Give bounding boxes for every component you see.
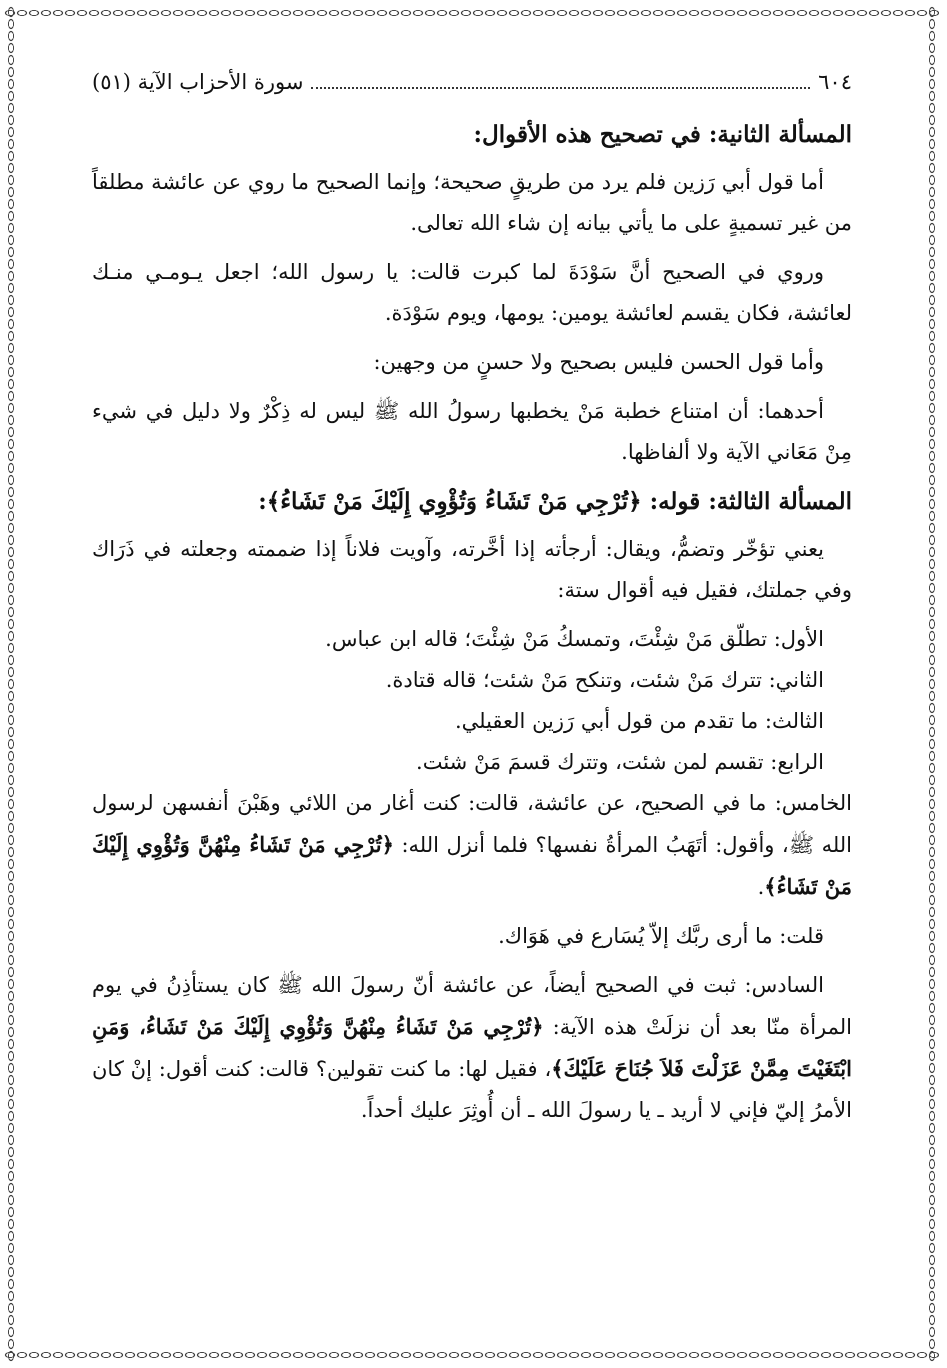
paragraph: يعني تؤخّر وتضمُّ، ويقال: أرجأته إذا أخَّرته، وآويت فلاناً إذا ضممته وجعلته في ذَرَاك وفي جملتك، فقيل فيه أقوال ستة: bbox=[92, 537, 852, 602]
quran-quote: ﴿تُرْجِي مَنْ تَشَاءُ مِنْهُنَّ وَتُؤْوِي إِلَيْكَ مَنْ تَشَاءُ، وَمَنِ ابْتَغَيْتَ مِمَّنْ عَزَلْتَ فَلاَ جُنَاحَ عَلَيْكَ﴾ bbox=[92, 1014, 852, 1081]
border-chain-left bbox=[4, 6, 18, 1362]
quran-quote: ﴿تُرْجِي مَنْ تَشَاءُ مِنْهُنَّ وَتُؤْوِي إِلَيْكَ مَنْ تَشَاءُ﴾ bbox=[92, 832, 852, 899]
paragraph: وروي في الصحيح أنَّ سَوْدَةَ لما كبرت قالت: يا رسول الله؛ اجعل يـومـي منـك لعائشة، فكان يقسم لعائشة يومين: يومها، ويوم سَوْدَة. bbox=[92, 260, 852, 325]
list-item: الثاني: تترك مَنْ شئت، وتنكح مَنْ شئت؛ قاله قتادة. bbox=[385, 668, 824, 692]
header-dot-leader bbox=[311, 87, 810, 89]
header-title: سورة الأحزاب الآية (٥١) bbox=[92, 70, 304, 94]
paragraph: وأما قول الحسن فليس بصحيح ولا حسنٍ من وجهين: bbox=[373, 350, 824, 374]
list-item: الأول: تطلّق مَنْ شِئْتَ، وتمسكُ مَنْ شِئْتَ؛ قاله ابن عباس. bbox=[325, 627, 824, 651]
heading-suffix: : bbox=[258, 488, 267, 515]
list-item: الثالث: ما تقدم من قول أبي رَزين العقيلي. bbox=[454, 709, 824, 733]
running-header bbox=[92, 70, 852, 94]
paragraph: السادس: ثبت في الصحيح أيضاً، عن عائشة أنّ رسولَ الله ﷺ كان يستأذِنُ في يوم المرأة منّا بعد أن نزلَتْ هذه الآية: ﴿تُرْجِي مَنْ تَشَاءُ مِنْهُنَّ وَتُؤْوِي إِلَيْكَ مَنْ تَشَاءُ، وَمَنِ ابْتَغَيْتَ مِمَّنْ عَزَلْتَ فَلاَ جُنَاحَ عَلَيْكَ﴾، فقيل لها: ما كنت تقولين؟ قالت: كنت أقول: إنْ كان الأمرُ إليّ فإني لا أريد ـ يا رسولَ الله ـ أن أُوثِرَ عليك أحداً. bbox=[92, 973, 853, 1122]
page-content bbox=[92, 70, 852, 1139]
section-heading-3 bbox=[92, 481, 852, 523]
paragraph: أما قول أبي رَزين فلم يرد من طريقٍ صحيحة؛ وإنما الصحيح ما روي عن عائشة مطلقاً من غير تسميةٍ على ما يأتي بيانه إن شاء الله تعالى. bbox=[92, 170, 852, 235]
list-item: الرابع: تقسم لمن شئت، وتترك قسمَ مَنْ شئت. bbox=[416, 750, 824, 774]
page-number: ٦٠٤ bbox=[818, 70, 852, 94]
paragraph: أحدهما: أن امتناع خطبة مَنْ يخطبها رسولُ الله ﷺ ليس له ذِكْرٌ ولا دليل في شيء مِنْ مَعَاني الآية ولا ألفاظها. bbox=[92, 399, 852, 464]
paragraph: قلت: ما أرى ربَّك إلاّ يُسَارع في هَوَاك. bbox=[498, 924, 824, 948]
list-item: الخامس: ما في الصحيح، عن عائشة، قالت: كنت أغار من اللائي وهَبْنَ أنفسهن لرسول الله ﷺ، وأقول: أتَهَبُ المرأةُ نفسها؟ فلما أنزل الله: ﴿تُرْجِي مَنْ تَشَاءُ مِنْهُنَّ وَتُؤْوِي إِلَيْكَ مَنْ تَشَاءُ﴾. bbox=[92, 791, 853, 899]
border-chain-right bbox=[925, 6, 939, 1362]
border-chain-bottom bbox=[4, 1348, 939, 1362]
section-heading-2: المسألة الثانية: في تصحيح هذه الأقوال: bbox=[473, 121, 852, 148]
quran-quote: ﴿تُرْجِي مَنْ تَشَاءُ وَتُؤْوِي إِلَيْكَ مَنْ تَشَاءُ﴾ bbox=[266, 488, 642, 515]
heading-prefix: المسألة الثالثة: قوله: bbox=[641, 488, 852, 515]
border-chain-top bbox=[4, 6, 939, 20]
